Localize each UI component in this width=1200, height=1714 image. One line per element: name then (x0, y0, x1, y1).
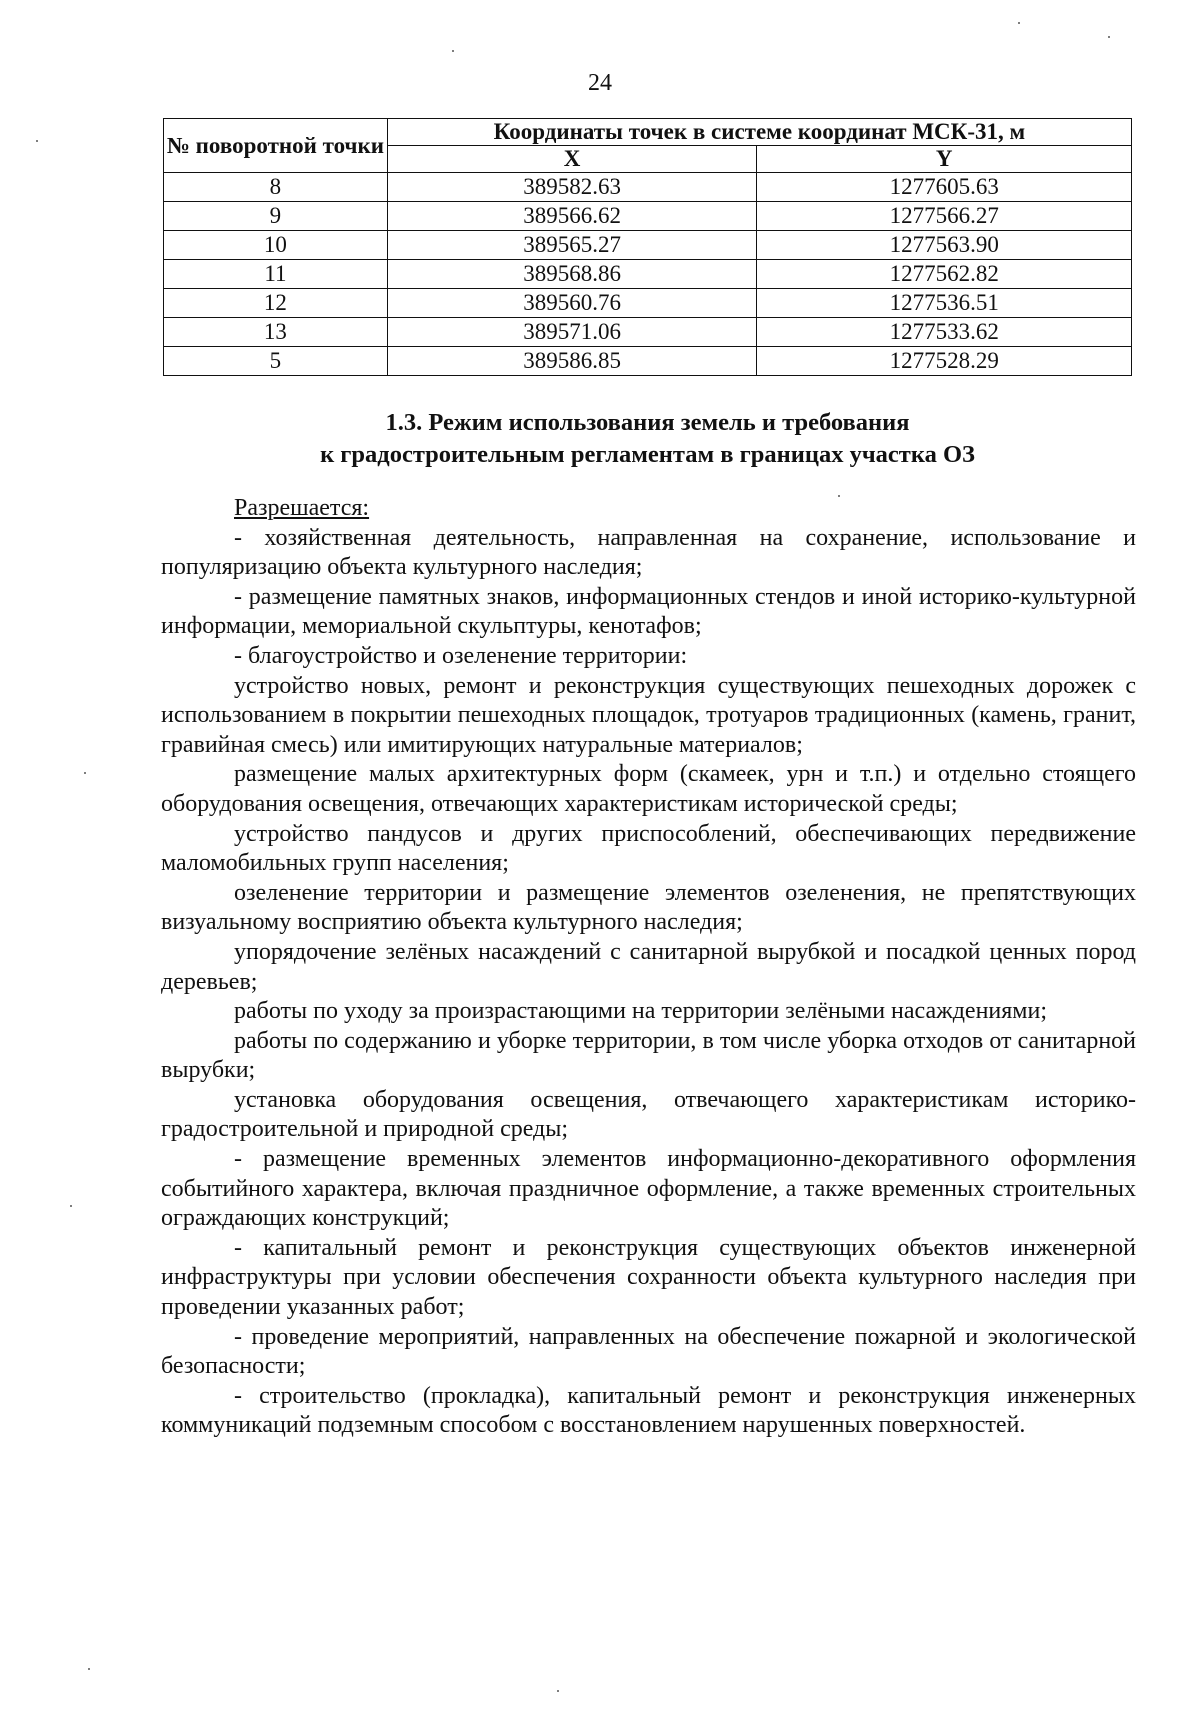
point-number-cell: 8 (164, 173, 388, 202)
scan-speck (88, 1668, 90, 1670)
section-title (163, 407, 1132, 471)
paragraph: устройство новых, ремонт и реконструкция существующих пешеходных дорожек с использованием в покрытии пешеходных площадок, тротуаров традиционных (камень, гранит, гравийная смесь) или имитирующих натуральные материалов; (161, 672, 1136, 758)
paragraph: размещение малых архитектурных форм (скамеек, урн и т.п.) и отдельно стоящего оборудования освещения, отвечающих характеристикам исторической среды; (161, 761, 1136, 817)
table-row (164, 260, 1132, 289)
paragraph: работы по содержанию и уборке территории, в том числе уборка отходов от санитарной вырубки; (161, 1027, 1136, 1084)
point-number-cell: 12 (164, 289, 388, 318)
x-cell: 389582.63 (387, 173, 757, 202)
scan-speck (557, 1690, 559, 1692)
y-cell: 1277533.62 (757, 318, 1132, 347)
allowed-heading-paragraph (161, 494, 1136, 524)
coordinates-table (163, 118, 1132, 376)
paragraph: - размещение памятных знаков, информационных стендов и иной историко-культурной информации, мемориальной скульптуры, кенотафов; (161, 583, 1136, 640)
scan-speck (36, 140, 38, 142)
table-row (164, 231, 1132, 260)
x-cell: 389586.85 (387, 347, 757, 376)
point-number-cell: 13 (164, 318, 388, 347)
point-number-cell: 10 (164, 231, 388, 260)
paragraph: устройство пандусов и других приспособлений, обеспечивающих передвижение маломобильных групп населения; (161, 820, 1136, 877)
header-point-number: № поворотной точки (164, 119, 388, 173)
scan-speck (452, 50, 454, 52)
x-cell: 389568.86 (387, 260, 757, 289)
table-row (164, 173, 1132, 202)
scan-speck (1108, 36, 1110, 38)
paragraph: упорядочение зелёных насаждений с санитарной вырубкой и посадкой ценных пород деревьев; (161, 938, 1136, 995)
header-x: X (387, 146, 757, 173)
y-cell: 1277528.29 (757, 347, 1132, 376)
point-number-cell: 11 (164, 260, 388, 289)
y-cell: 1277566.27 (757, 202, 1132, 231)
allowed-heading: Разрешается: (234, 495, 370, 521)
scan-speck (70, 1205, 72, 1207)
x-cell: 389571.06 (387, 318, 757, 347)
paragraph: - размещение временных элементов информационно-декоративного оформления событийного характера, включая праздничное оформление, а также временных строительных ограждающих конструкций; (161, 1146, 1136, 1232)
y-cell: 1277563.90 (757, 231, 1132, 260)
point-number-cell: 9 (164, 202, 388, 231)
paragraph: - строительство (прокладка), капитальный ремонт и реконструкция инженерных коммуникаций подземным способом с восстановлением нарушенных поверхностей. (161, 1382, 1136, 1439)
y-cell: 1277536.51 (757, 289, 1132, 318)
y-cell: 1277562.82 (757, 260, 1132, 289)
section-title-line-2: к градостроительным регламентам в границах участка ОЗ (320, 441, 975, 468)
table-row (164, 347, 1132, 376)
header-y: Y (757, 146, 1132, 173)
table-header-row (164, 119, 1132, 146)
scan-speck (838, 495, 840, 497)
scan-speck (84, 772, 86, 774)
header-coordinates: Координаты точек в системе координат МСК-31, м (387, 119, 1131, 146)
paragraph: работы по уходу за произрастающими на территории зелёными насаждениями; (234, 998, 1047, 1025)
paragraph: озеленение территории и размещение элементов озеленения, не препятствующих визуальному восприятию объекта культурного наследия; (161, 879, 1136, 936)
regulations-body (161, 494, 1136, 1441)
point-number-cell: 5 (164, 347, 388, 376)
paragraph: - проведение мероприятий, направленных на обеспечение пожарной и экологической безопасности; (161, 1323, 1136, 1380)
table-row (164, 202, 1132, 231)
x-cell: 389565.27 (387, 231, 757, 260)
paragraph: - благоустройство и озеленение территории: (234, 642, 688, 669)
x-cell: 389566.62 (387, 202, 757, 231)
section-title-line-1: 1.3. Режим использования земель и требования (385, 409, 910, 436)
paragraph: установка оборудования освещения, отвечающего характеристикам историко-градостроительной и природной среды; (161, 1086, 1136, 1143)
table-row (164, 318, 1132, 347)
page-number: 24 (588, 70, 612, 96)
paragraph: - капитальный ремонт и реконструкция существующих объектов инженерной инфраструктуры при условии обеспечения сохранности объекта культурного наследия при проведении указанных работ; (161, 1234, 1136, 1321)
scan-speck (1018, 22, 1020, 24)
table-row (164, 289, 1132, 318)
x-cell: 389560.76 (387, 289, 757, 318)
y-cell: 1277605.63 (757, 173, 1132, 202)
paragraph: - хозяйственная деятельность, направленная на сохранение, использование и популяризацию объекта культурного наследия; (161, 524, 1136, 581)
